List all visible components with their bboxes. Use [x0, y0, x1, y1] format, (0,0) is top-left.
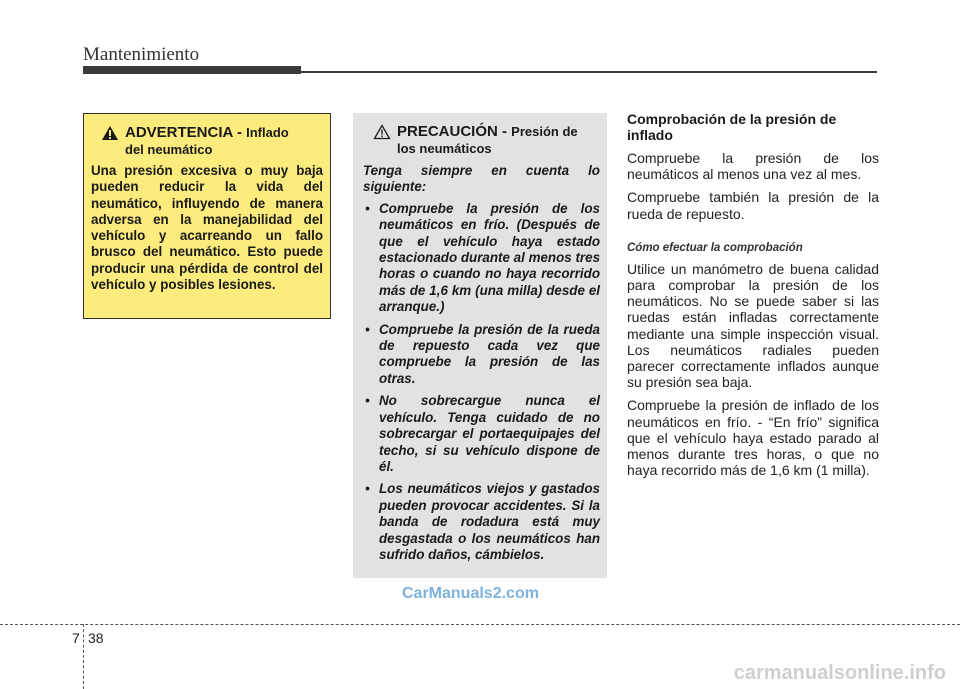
page-number: 38 [88, 630, 104, 646]
warning-heading-sub: Inflado [246, 125, 289, 140]
caution-heading-sub: Presión de [511, 124, 578, 139]
watermark-link[interactable]: CarManuals2.com [402, 585, 539, 602]
paragraph: Compruebe la presión de inflado de los neumáticos en frío. - “En frío” significa que el vehículo haya estado parado al menos durante tres horas, o que no haya recorrido más de 1,6 km (1 milla). [627, 397, 879, 479]
caution-item: • Los neumáticos viejos y gastados pueden provocar accidentes. Si la banda de rodadura está muy desgastada o los neumáticos han sufrido daños, cámbielos. [363, 481, 600, 563]
caution-item: • No sobrecargue nunca el vehículo. Tenga cuidado de no sobrecargar el portaequipajes del techo, si su vehículo dispone de él. [363, 393, 600, 475]
how-to-check-subtitle: Cómo efectuar la comprobación [627, 241, 803, 254]
caution-list [363, 201, 600, 564]
caution-triangle-icon [373, 124, 391, 140]
caution-heading-cont: los neumáticos [397, 141, 492, 156]
warning-heading-cont: del neumático [125, 142, 213, 157]
watermark-text: carmanualsonline.info [733, 662, 946, 684]
header-bar [83, 66, 301, 74]
chapter-number: 7 [72, 630, 80, 646]
caution-intro: Tenga siempre en cuenta lo siguiente: [363, 163, 600, 195]
caution-item: • Compruebe la presión de los neumáticos en frío. (Después de que el vehículo haya estado estacionado durante al menos tres horas o cuando no haya recorrido más de 1,6 km (una milla) desde el arranque.) [363, 201, 600, 316]
paragraph: Compruebe también la presión de la rueda de repuesto. [627, 189, 879, 222]
warning-body: Una presión excesiva o muy baja pueden reducir la vida del neumático, influyendo de manera adversa en la manejabilidad del vehículo y acarreando un fallo brusco del neumático. Esto puede producir una pérdida de control del vehículo y posibles lesiones. [91, 163, 323, 293]
pressure-check-title: Comprobación de la presión de inflado [627, 111, 837, 143]
warning-heading-label: ADVERTENCIA - [125, 124, 247, 141]
paragraph: Utilice un manómetro de buena calidad para comprobar la presión de los neumáticos. No se puede saber si las ruedas están infladas correctamente mediante una simple inspección visual. Los neumáticos radiales pueden parecer correctamente inflados aunque su presión sea baja. [627, 260, 879, 391]
header-rule [301, 71, 877, 73]
section-title: Mantenimiento [83, 44, 200, 65]
footer-rule [0, 624, 960, 625]
warning-box [83, 113, 331, 319]
footer-divider [83, 624, 84, 689]
caution-item: • Compruebe la presión de la rueda de repuesto cada vez que compruebe la presión de las otras. [363, 322, 600, 388]
caution-box [353, 113, 607, 578]
paragraph: Compruebe la presión de los neumáticos al menos una vez al mes. [627, 150, 879, 183]
right-column [627, 111, 879, 478]
caution-heading [363, 123, 600, 157]
caution-heading-label: PRECAUCIÓN - [397, 123, 512, 140]
warning-triangle-icon [101, 125, 119, 141]
warning-heading [91, 124, 323, 158]
